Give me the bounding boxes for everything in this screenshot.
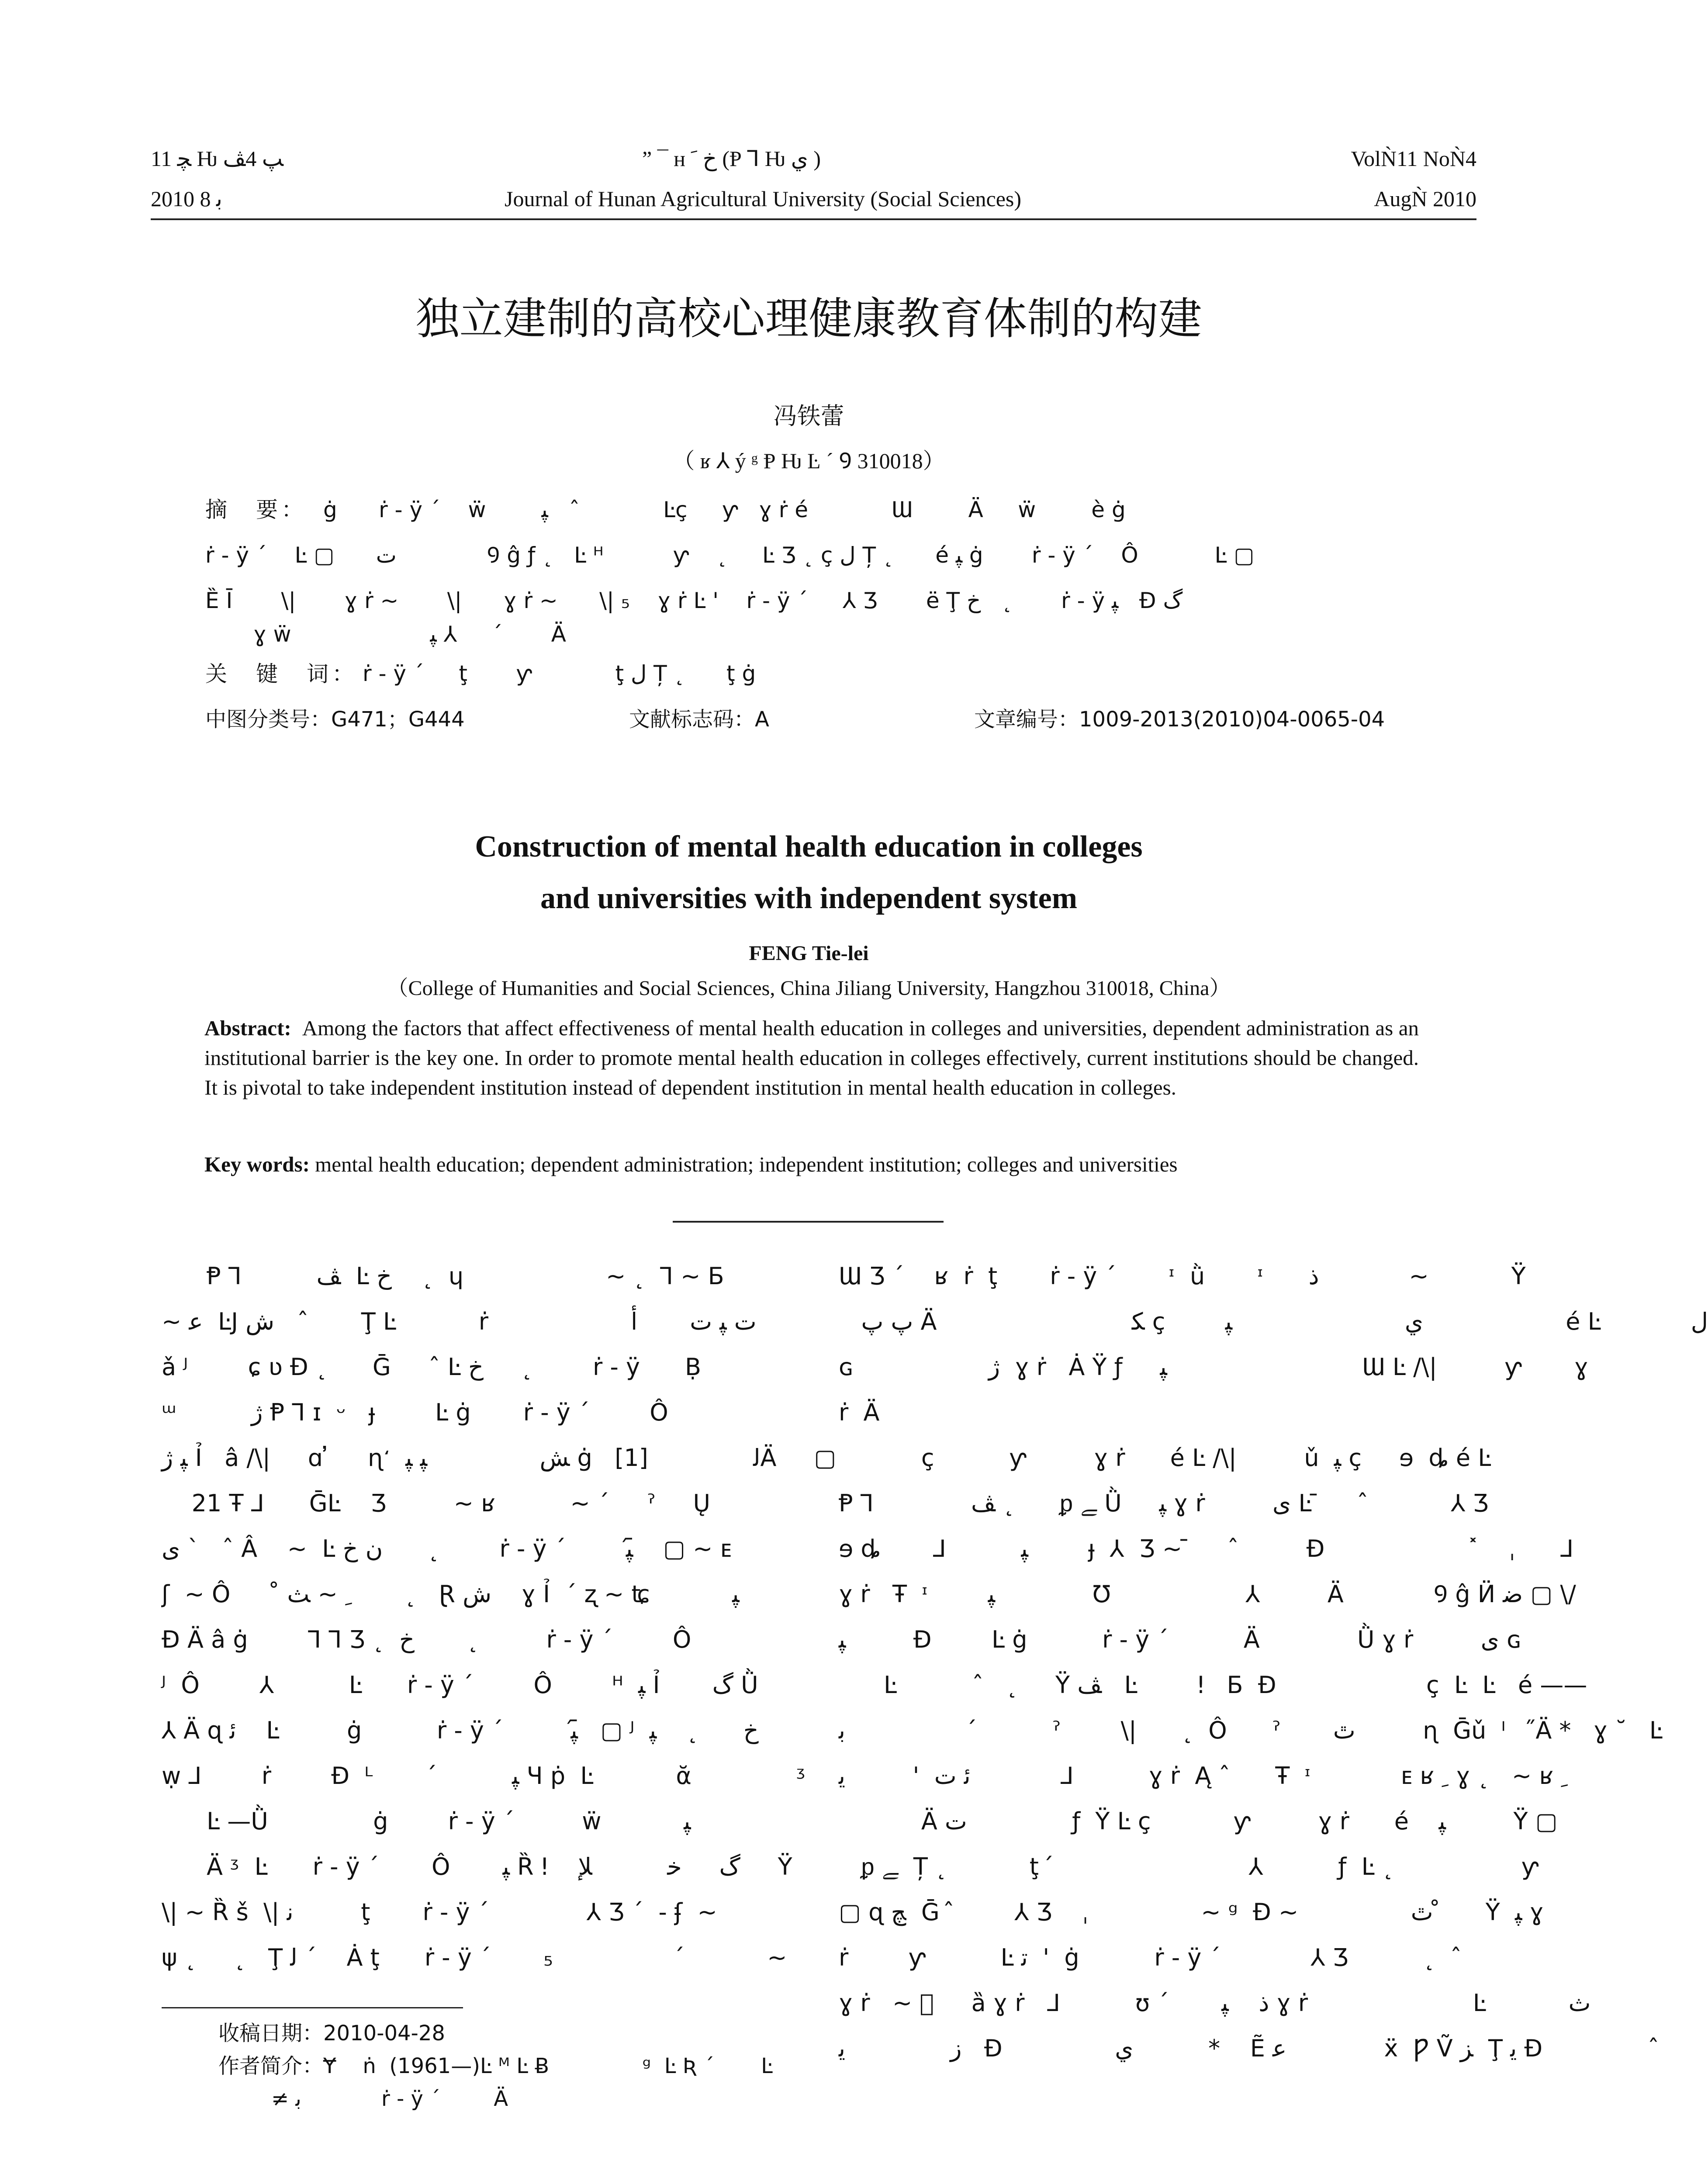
keywords-en-text: mental health education; dependent administration; independent institution; colleges and universities xyxy=(315,1152,1178,1176)
body-text-line: Ᵽ ⅂ ﭫ ˛ ᵱ ﮯ Ǜ ﭙ ɣ ṙ ﯼ Ŀ ̄ ˆ ⅄ Ʒ xyxy=(839,1489,1489,1517)
body-text-line: ~ ﻋ ĿJ ﺵ ˆ Ţ Ŀ ṙ ﺕ ﭙ ﺕ ﺃ xyxy=(162,1308,757,1335)
body-column-left xyxy=(162,1254,836,1980)
body-text-line: \| ~ Ȑ š \| ﻧ ţ ṙ - ÿ ˊ ⅄ Ʒ ˊ - ʄ ~ xyxy=(162,1898,717,1926)
header-journal-en: Journal of Hunan Agricultural University (Social Sciences) xyxy=(505,187,1022,211)
affiliation-cn: （ ʁ ⅄ ý ᵍ Ᵽ Ƕ Ŀ ˊ Ꝯ 310018） xyxy=(673,449,945,473)
body-text-line: Ᵽ ⅂ ﭫ Ŀ ﺥ ˛ ɥ ~ ˛ ⅂ ~ Ƃ xyxy=(162,1262,724,1290)
body-text-line: ɣ ṙ Ŧ ᶦ ﭙ Ʊ ⅄ Ä Ꝯ ĝ Ӥ ﺿ ▢ \/ xyxy=(839,1580,1576,1608)
header-date-en: AugǸ 2010 xyxy=(1374,187,1476,211)
body-text-line: ﺋ ﺕ ' ﻳ ⅃ ɣ ṙ Ą ˆ Ŧ ᶦ ᴇ ʁ ﹺ ɣ ˛ ~ ʁ ﹺ xyxy=(839,1762,1568,1790)
abstract-cn-label: 摘 要： xyxy=(205,497,307,522)
header-date-cn: 2010 ﺑ 8 xyxy=(151,187,222,211)
body-text-line: Ɖ Ä â ġ ⅂ ⅂ Ʒ ˛ ﺥ ˛ ṙ - ÿ ˊ Ô xyxy=(162,1626,691,1653)
body-text-line: ▢ ɋ ﭻ Ḡ ̂ ⅄ Ʒ ˌ ~ ᵍ Ɖ ~ ﭢ ̊ Ÿ ﭙ ɣ xyxy=(839,1898,1544,1926)
abstract-en-text: Among the factors that affect effectiveness of mental health education in colleges and universities, dependent administration as an institutional barrier is the key one. In order to promote mental health education in colleges effectively, current institutions should be changed. It is pivotal to take independent institution instead of dependent institution in mental health education in colleges. xyxy=(204,1016,1419,1099)
body-text-line: ψ ˛ ˛ Ţ ﻟ ˊ Ȧ ţ ṙ - ÿ ˊ ₅ ˊ ~ xyxy=(162,1944,787,1971)
body-text-line: Ɯ Ʒ ˊ ʁ ṙ ţ ṙ - ÿ ˊ ᶦ ǜ ᶦ ﺫ ~ Ÿ xyxy=(839,1262,1526,1290)
body-text-line: Ŀ ˆ ˛ Ÿ ﭫ Ŀ ǃ Ƃ Ɖ ç Ŀ Ŀ é —— xyxy=(839,1671,1587,1699)
section-divider xyxy=(673,1221,944,1223)
abstract-en-label: Abstract: xyxy=(204,1016,291,1040)
footnote-author-cont: ≠ ﺑ ṙ - ÿ ˊ Ä xyxy=(245,2087,508,2111)
abstract-cn-line: ɣ ẅ ﭙ ⅄ ˊ Ä xyxy=(253,622,566,647)
paper-title-cn: 独立建制的高校心理健康教育体制的构建 xyxy=(415,293,1202,344)
body-text-line: ẉ ⅃ ṙ Ɖ ᴸ ˊ ﭙ Ч ṗ Ŀ ᾰ ᶾ xyxy=(162,1762,806,1790)
body-text-line: ɢ ﮊ ɣ ṙ Ȧ Ÿ ƒ ﭙ Ɯ Ŀ /\| ƴ ɣ xyxy=(839,1353,1588,1381)
body-text-line: ⅄ Ä ɋ ﺋ Ŀ ġ ṙ - ÿ ˊ ﭙ ᷇ ▢ ᴶ ﺥ ˛ ﭙ xyxy=(162,1717,759,1744)
footnote-author-info: Ɏ ṅ (1961—)Ŀ ᴹ Ŀ Ƀ ᵍ Ŀ Ʀ ˊ Ŀ xyxy=(323,2054,773,2078)
body-column-right xyxy=(839,1254,1708,2071)
abstract-en xyxy=(204,1013,1419,1102)
paper-title-en-line1: Construction of mental health education in colleges xyxy=(475,830,1143,864)
body-text-line: Ŀ —Ǜ ġ ṙ - ÿ ˊ ẅ ﭙ xyxy=(162,1807,691,1835)
body-text-line: ﭙ ﮊ Ỉ â /\| ɑ ̓ ɳ ̒ ﺶ ﭙ ﭙ ġ ﻟ [1]Ä ▢ xyxy=(162,1444,837,1472)
body-text-line: ç ƴ ɣ ṙ é Ŀ /\| ǔ ﭙ ç ɘ ȡ é Ŀ xyxy=(839,1444,1491,1472)
footnote-rule xyxy=(162,2007,463,2008)
keywords-cn-text: ṙ - ÿ ˊ ţ ƴ ţ ﻝ Ț ˛ ţ ġ xyxy=(363,661,756,686)
body-text-line: ṙ Ä xyxy=(839,1399,880,1426)
footnote-received: 收稿日期：2010-04-28 xyxy=(218,2021,445,2046)
author-name-en: FENG Tie-lei xyxy=(749,942,869,965)
header-rule xyxy=(151,218,1476,220)
author-name-cn: 冯铁蕾 xyxy=(773,402,844,430)
body-text-line: ᵚ ﮊ Ᵽ ⅂ ɪ ᵕ ɟ Ŀ ġ ṙ - ÿ ˊ Ô xyxy=(162,1399,668,1426)
body-text-line: ﺯ ﻳ Ɖ ﻱ * Ẽ ﻋ ẍ Ƿ Ṽ ﺰ Ţ ﻳ Ɖ ˆ xyxy=(839,2035,1660,2062)
body-text-line: ﯼ ˋ ˆ Â ~ Ŀ ﻥ ﺥ ˛ ṙ - ÿ ˊ ﭙ ᷇ ▢ ~ ᴇ xyxy=(162,1535,732,1562)
body-text-line: Ä ﺕ ƒ Ÿ Ŀ ç ƴ ɣ ṙ é ﭙ Ÿ ▢ xyxy=(839,1807,1558,1835)
paper-title-en-line2: and universities with independent system xyxy=(540,881,1078,915)
body-text-line: ǎ ᴶ ɕ ʋ Ɖ ˛ Ḡ ˆ Ŀ ﺥ ˛ ṙ - ÿ Ḅ xyxy=(162,1353,702,1381)
abstract-cn-line: Ȅ Ī \| ɣ ṙ ~ \| ɣ ṙ ~ \| ₅ ɣ ṙ Ŀ ' ṙ - ÿ ˊ ⅄ Ʒ ë Ţ ﺥ ˛ ṙ - ÿ ﭙ Ɖ گ xyxy=(205,588,1183,613)
body-text-line: ɘ ȡ ⅃ ﭙ ɟ ⅄ Ʒ ~ ̄ ˆ Ɖ ˟ ˌ ⅃ xyxy=(839,1535,1574,1562)
body-text-line: 21 Ŧ ⅃ ḠĿ Ʒ ~ ʁ ~ ˊ ˀ Ų xyxy=(162,1489,711,1517)
body-text-line: ᵱ ﮯ Ț ˛ ţ ́ ⅄ ƒ Ŀ ˛ ƴ xyxy=(839,1853,1539,1880)
body-text-line: ﺑ ˊ ˀ \| ˛ Ô ˀ ﭢ ɳ Ḡǔ ᴵ ̋Ä * ɣ ˘ Ŀ xyxy=(839,1717,1663,1744)
keywords-en-label: Key words: xyxy=(204,1152,310,1176)
affiliation-en: （College of Humanities and Social Sciences, China Jiliang University, Hangzhou 310018, China） xyxy=(387,977,1231,1000)
article-number: 文章编号：1009-2013(2010)04-0065-04 xyxy=(974,707,1385,732)
footnote-author xyxy=(218,2051,773,2081)
header-volume-cn: ﭽ 11 Ƕ ﭗ 4ﭫ xyxy=(151,146,284,171)
footnote-author-label: 作者简介： xyxy=(218,2054,324,2078)
body-text-line: ʃ ~ Ô ˚ ﹺ ~ ﺚ ˛ Ɽ ﺵ ɣ Ỉ ˊ ʐ ~ ʨ ﭙ xyxy=(162,1580,740,1608)
body-text-line: ṙ ƴ Ŀ ﺗ ' ġ ṙ - ÿ ˊ ⅄ Ʒ ˛ ˆ xyxy=(839,1944,1462,1971)
document-code: 文献标志码：A xyxy=(629,707,769,732)
body-text-line: ᴶ Ô ⅄ Ŀ ṙ - ÿ ˊ Ô ᴴ ﭙ Ỉ گ Ǜ xyxy=(162,1671,758,1699)
body-text-line: ɣ ṙ ~ ⃞ ȁ ɣ ṙ ⅃ ʊ ˊ ﺫ ﭙ ɣ ṙ Ŀ ﺙ xyxy=(839,1989,1591,2017)
header-journal-cn: ” ¯ ʜ ﺥ ﹶ (Ᵽ ⅂ Ƕ ﻱ ) xyxy=(642,146,821,171)
abstract-cn-line: ṙ - ÿ ˊ Ŀ ▢ ﺕ Ꝯ ĝ ƒ ˛ Ŀ ᴴ ƴ ˛ Ŀ Ʒ ˛ ç ﻝ Ț ˛ é ﭙ ġ ṙ - ÿ ˊ Ô Ŀ ▢ xyxy=(205,543,1255,568)
body-text-line: Ä ᶾ Ŀ ṙ - ÿ ˊ Ô ﭙ Ȑ ǃ گ ﺧ ﻺ Ÿ xyxy=(162,1853,792,1880)
keywords-cn-label: 关 键 词： xyxy=(205,661,357,687)
abstract-cn-line: ġ ṙ - ÿ ˊ ẅ ﭙ ˆ Ŀç ƴ ɣ ṙ é Ɯ Ä ẅ è ġ xyxy=(323,497,1126,522)
header-volume-en: VolǸ11 NoǸ4 xyxy=(1351,146,1476,171)
body-text-line: ﭙ Ɖ Ŀ ġ ṙ - ÿ ˊ Ä Ǜ ɣ ṙ ﯼ ɢ xyxy=(839,1626,1522,1653)
clc-number: 中图分类号：G471；G444 xyxy=(205,707,465,732)
body-text-line: ﭖ ﭖ Ä ﮑ ç ﻱ ﭙ é Ŀ ﻝ xyxy=(839,1308,1708,1335)
keywords-en xyxy=(204,1150,1471,1179)
